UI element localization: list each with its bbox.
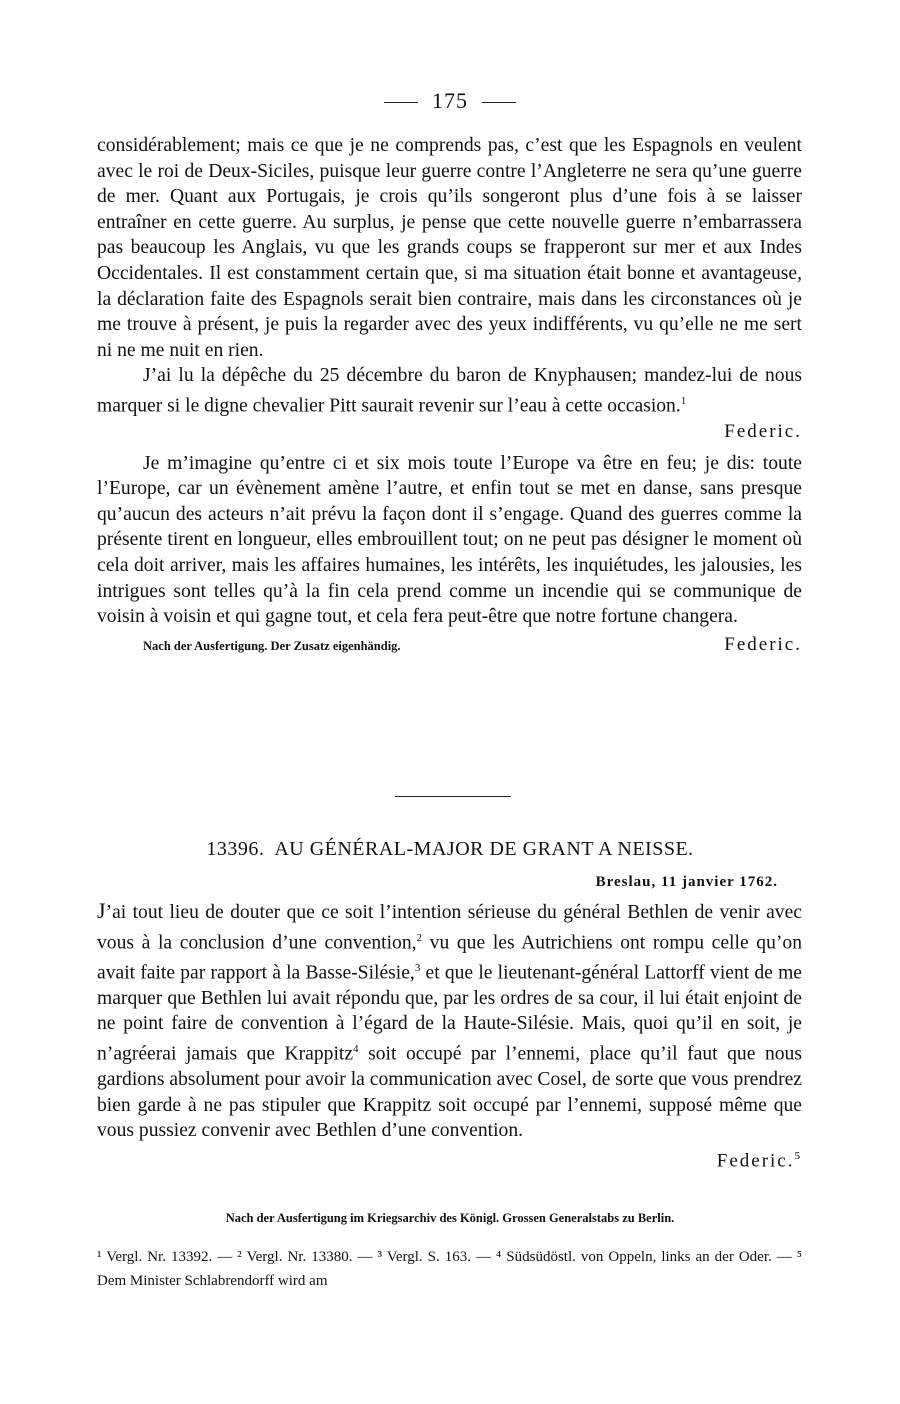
paragraph-4-part-c: et que le lieutenant-général Lattorff vient de me marquer que Bethlen lui avait répondu que, par les ordres de sa cour, il lui était enjoint de ne point faire de convention à l’égard de la Haute-Silésie. Mais, quoi qu’il en soit, je n’agréerai jamais que Krappitz [97,962,803,1065]
paragraph-4-part-a: ’ai tout lieu de douter que ce soit l’intention sérieuse du général Bethlen de venir avec vous à la conclusion d’une convention, [97,902,802,954]
paragraph-4 [97,898,802,1144]
footnote-ref-2: 2 [416,931,423,944]
signature-3-text: Federic. [716,1150,795,1172]
section-divider [395,796,511,797]
source-note-1: Nach der Ausfertigung. Der Zusatz eigenhändig. [143,638,401,653]
footnote-ref-1: 1 [680,394,687,407]
source-line-1 [97,632,802,660]
footnotes: ¹ Vergl. Nr. 13392. — ² Vergl. Nr. 13380. — ³ Vergl. S. 163. — ⁴ Südsüdöstl. von Oppeln, links an der Oder. — ⁵ Dem Minister Schlabrendorff wird am [97,1249,802,1289]
letter-number: 13396. [206,838,265,860]
letter-title: AU GÉNÉRAL-MAJOR DE GRANT A NEISSE. [274,838,694,860]
paragraph-3: Je m’imagine qu’entre ci et six mois toute l’Europe va être en feu; je dis: toute l’Europe, car un évènement amène l’autre, et enfin tout se met en danse, sans presque qu’aucun des acteurs n’ait prévu la façon dont il s’engage. Quand des guerres comme la présente tirent en longueur, elles embrouillent tout; on ne peut pas désigner le moment où cela doit arriver, mais les affaires humaines, les intérêts, les inquiétudes, les jalousies, les intrigues sont telles qu’à la fin cela prend comme un incendie qui se communique de voisin à voisin et qui gagne tout, et cela fera peut-être que notre fortune changera. [97,452,802,628]
letter-continuation [97,133,802,659]
signature-1: Federic. [724,421,802,443]
paragraph-2 [97,363,802,419]
paragraph-4-part-b: vu que les Autrichiens ont rompu celle qu’on avait faite par rapport à la Basse-Silésie, [97,932,802,984]
page-number-right-dash [482,102,516,103]
drop-cap: J [97,898,106,923]
footnote-ref-4: 4 [353,1043,359,1056]
letter-body [97,898,802,1174]
dateline: Breslau, 11 janvier 1762. [595,874,778,890]
signature-3 [97,1144,802,1174]
paragraph-1: considérablement; mais ce que je ne comprends pas, c’est que les Espagnols en veulent avec le roi de Deux-Siciles, puisque leur guerre contre l’Angleterre ne sera qu’une guerre de mer. Quant aux Portugais, je crois qu’ils songeront plus d’une fois à se laisser entraîner en cette guerre. Au surplus, je pense que cette nouvelle guerre n’embarrassera pas beaucoup les Anglais, vu que les grands coups se frapperont sur mer et aux Indes Occidentales. Il est constamment certain que, si ma situation était bonne et avantageuse, la déclaration faite des Espagnols serait bien contraire, mais dans les circonstances où je me trouve à présent, je puis la regarder avec des yeux indifférents, vu qu’elle ne me sert ni ne me nuit en rien. [97,135,802,361]
paragraph-2-text: J’ai lu la dépêche du 25 décembre du baron de Knyphausen; mandez-lui de nous marquer si le digne chevalier Pitt saurait revenir sur l’eau à cette occasion. [97,365,802,417]
footnote-ref-3: 3 [414,961,421,974]
page-number-text: 175 [432,88,468,113]
signature-2: Federic. [724,633,802,655]
paragraph-4-part-d: soit occupé par l’ennemi, place qu’il faut que nous gardions absolument pour avoir la communication avec Cosel, de sorte que vous prendrez bien garde à ne pas stipuler que Krappitz soit occupé par l’ennemi, supposé même que vous pussiez convenir avec Bethlen d’une convention. [97,1043,802,1142]
letter-heading [0,838,900,861]
page-number [0,88,900,114]
footnote-ref-5: 5 [794,1149,802,1162]
source-note-2: Nach der Ausfertigung im Kriegsarchiv des Königl. Grossen Generalstabs zu Berlin. [225,1211,675,1225]
page-number-left-dash [384,102,418,103]
